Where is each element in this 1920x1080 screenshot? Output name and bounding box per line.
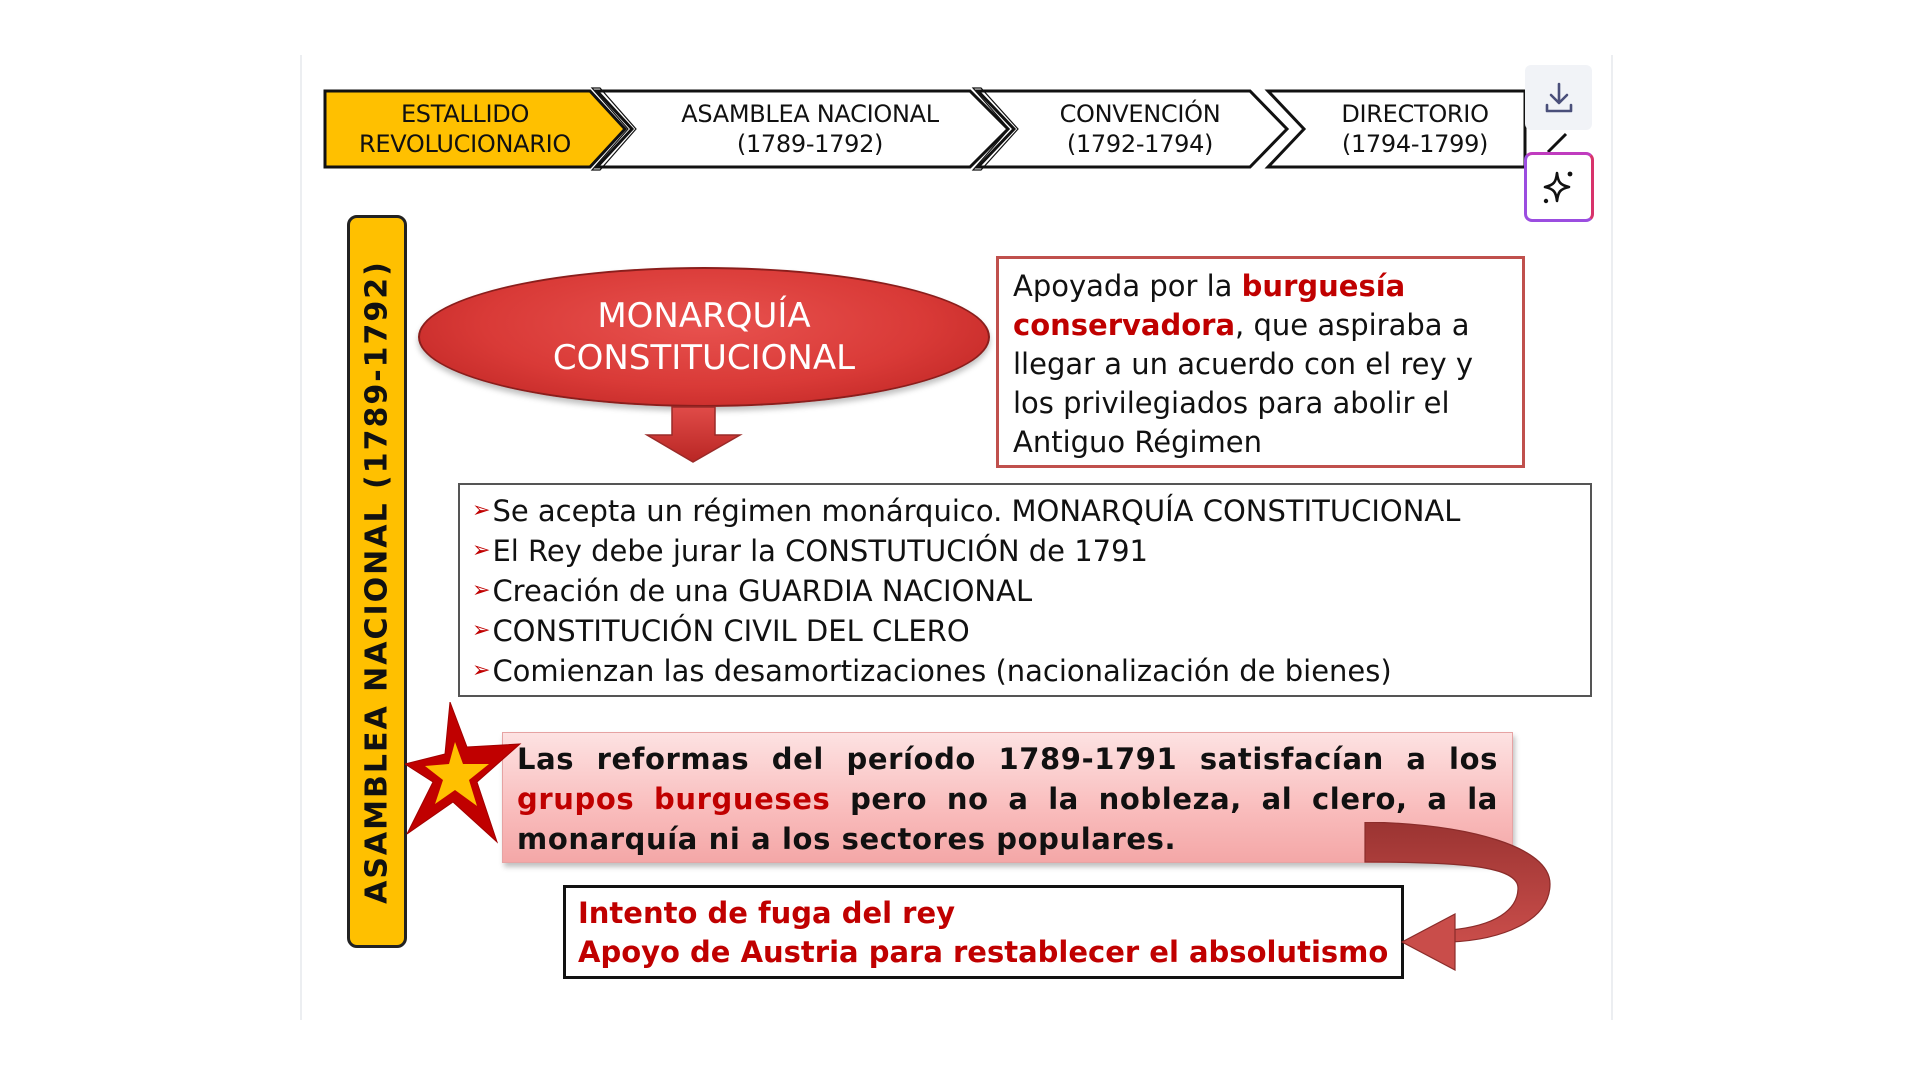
download-button[interactable] bbox=[1525, 65, 1592, 130]
measures-list bbox=[458, 483, 1592, 697]
download-icon bbox=[1543, 81, 1575, 115]
star-icon bbox=[405, 702, 525, 847]
side-period-label: ASAMBLEA NACIONAL (1789-1792) bbox=[347, 215, 407, 948]
timeline-step-convencion: CONVENCIÓN (1792-1794) bbox=[1059, 100, 1221, 158]
arrow-bullet-icon: ➢ bbox=[472, 658, 491, 683]
arrow-bullet-icon: ➢ bbox=[472, 498, 491, 523]
monarquia-constitucional-ellipse: MONARQUÍA CONSTITUCIONAL bbox=[418, 267, 990, 407]
timeline-step-estallido: ESTALLIDO REVOLUCIONARIO bbox=[358, 100, 571, 158]
sparkle-icon bbox=[1537, 165, 1581, 209]
down-arrow-icon bbox=[640, 405, 750, 467]
timeline-step-directorio: DIRECTORIO (1794-1799) bbox=[1341, 100, 1489, 158]
list-item: ➢ El Rey debe jurar la CONSTUTUCIÓN de 1791 bbox=[472, 531, 1578, 571]
list-item: ➢ Creación de una GUARDIA NACIONAL bbox=[472, 571, 1578, 611]
curved-arrow-icon bbox=[1360, 822, 1560, 972]
list-item: ➢ CONSTITUCIÓN CIVIL DEL CLERO bbox=[472, 611, 1578, 651]
ai-sparkle-button[interactable] bbox=[1524, 152, 1594, 222]
consequences-box: Intento de fuga del rey Apoyo de Austria para restablecer el absolutismo bbox=[563, 885, 1404, 979]
arrow-bullet-icon: ➢ bbox=[472, 618, 491, 643]
arrow-bullet-icon: ➢ bbox=[472, 578, 491, 603]
timeline-step-asamblea: ASAMBLEA NACIONAL (1789-1792) bbox=[681, 100, 939, 158]
arrow-bullet-icon: ➢ bbox=[472, 538, 491, 563]
support-description-box: Apoyada por la burguesía conservadora, que aspiraba a llegar a un acuerdo con el rey y los privilegiados para abolir el Antiguo Régimen bbox=[996, 256, 1525, 468]
reforms-note-box: Las reformas del período 1789-1791 satisfacían a los grupos burgueses pero no a la nobleza, al clero, a la monarquía ni a los sectores populares. bbox=[502, 732, 1513, 863]
list-item: ➢ Se acepta un régimen monárquico. MONARQUÍA CONSTITUCIONAL bbox=[472, 491, 1578, 531]
list-item: ➢ Comienzan las desamortizaciones (nacionalización de bienes) bbox=[472, 651, 1578, 691]
